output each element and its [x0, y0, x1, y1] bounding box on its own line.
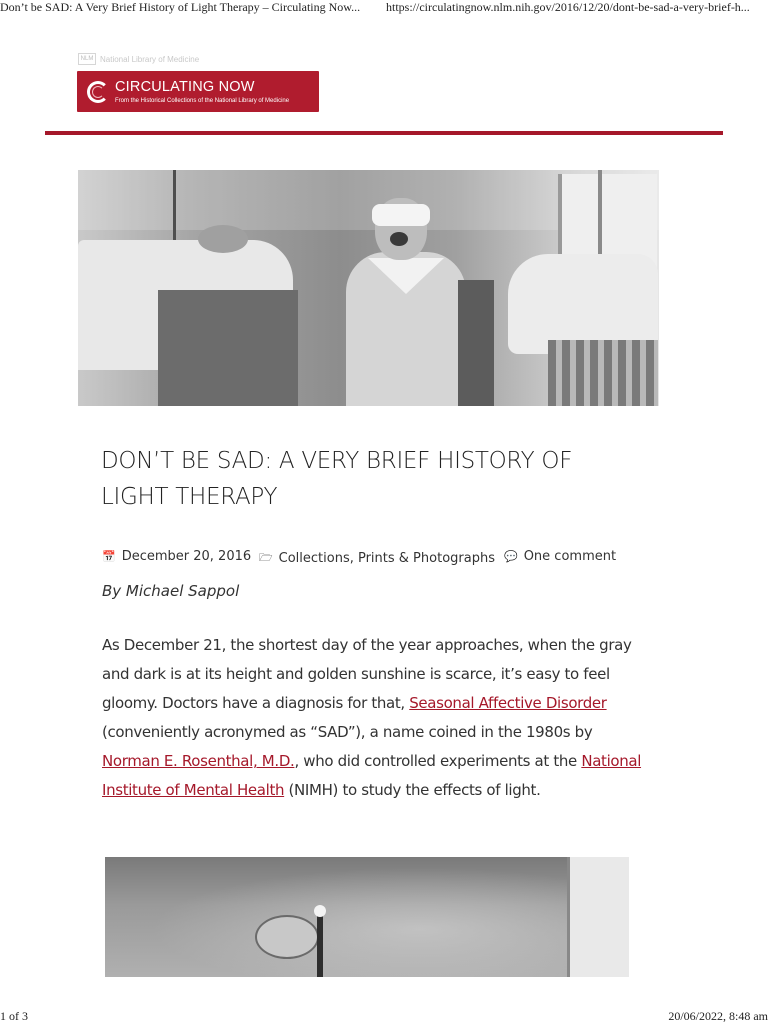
- hero-radiator: [548, 340, 658, 406]
- post-date-link[interactable]: December 20, 2016: [121, 549, 252, 564]
- logo-subtitle: From the Historical Collections of the National Library of Medicine: [115, 98, 290, 104]
- post-category-link[interactable]: Collections, Prints & Photographs: [278, 551, 495, 566]
- second-image-lamp-stand: [317, 909, 323, 977]
- post-title: DON’T BE SAD: A VERY BRIEF HISTORY OF LIGHT THERAPY: [101, 448, 573, 510]
- post-date-item[interactable]: [102, 549, 251, 564]
- post-byline: By Michael Sappol: [102, 582, 240, 600]
- print-page-url: https://circulatingnow.nlm.nih.gov/2016/12/20/dont-be-sad-a-very-brief-h...: [386, 0, 750, 14]
- second-image-wall: [105, 857, 629, 977]
- second-image-window: [567, 857, 629, 977]
- second-image-lamp: [255, 915, 319, 959]
- logo-c-inner-icon: [92, 86, 104, 98]
- hero-blindfold: [372, 204, 430, 226]
- hero-linen: [508, 254, 658, 354]
- paragraph-text-2: (conveniently acronymed as “SAD”), a name coined in the 1980s by: [102, 723, 593, 741]
- link-seasonal-affective-disorder[interactable]: Seasonal Affective Disorder: [409, 694, 607, 712]
- post-category-item[interactable]: [259, 549, 495, 568]
- header-divider: [45, 131, 723, 135]
- nlm-logo-icon: NLM: [78, 53, 96, 65]
- nlm-label: National Library of Medicine: [100, 54, 200, 64]
- hero-patient: [198, 225, 248, 253]
- site-logo[interactable]: [77, 71, 319, 112]
- folder-icon: 🗁: [259, 551, 273, 564]
- post-comments-link[interactable]: One comment: [523, 549, 617, 564]
- print-timestamp: 20/06/2022, 8:48 am: [668, 1009, 768, 1023]
- hero-bed-frame: [158, 290, 298, 406]
- link-norman-rosenthal[interactable]: Norman E. Rosenthal, M.D.: [102, 752, 295, 770]
- hero-chair: [458, 280, 494, 406]
- second-image-bulb: [314, 905, 326, 917]
- post-paragraph: [102, 631, 642, 805]
- hero-image: [78, 170, 659, 406]
- calendar-icon: 📅: [102, 550, 116, 563]
- comment-icon: 💬: [504, 550, 518, 563]
- link-nimh[interactable]: National Institute of Mental Health: [102, 752, 642, 799]
- logo-title: CIRCULATING NOW: [115, 79, 255, 95]
- paragraph-text-3: , who did controlled experiments at the: [294, 752, 582, 770]
- post-comments-item[interactable]: [504, 549, 616, 564]
- print-page-title: Don’t be SAD: A Very Brief History of Light Therapy – Circulating Now...: [0, 0, 361, 14]
- paragraph-text-4: (NIMH) to study the effects of light.: [284, 781, 541, 799]
- paragraph-text-1: As December 21, the shortest day of the year approaches, when the gray and dark is at its height and golden sunshine is scarce, it’s easy to feel gloomy. Doctors have a diagnosis for that,: [102, 636, 632, 712]
- print-footer: [0, 1009, 768, 1024]
- nlm-banner[interactable]: [78, 52, 199, 66]
- print-header: [0, 0, 768, 20]
- second-image: [105, 857, 629, 977]
- print-page-count: 1 of 3: [0, 1009, 28, 1023]
- hero-nose-cup: [390, 232, 408, 246]
